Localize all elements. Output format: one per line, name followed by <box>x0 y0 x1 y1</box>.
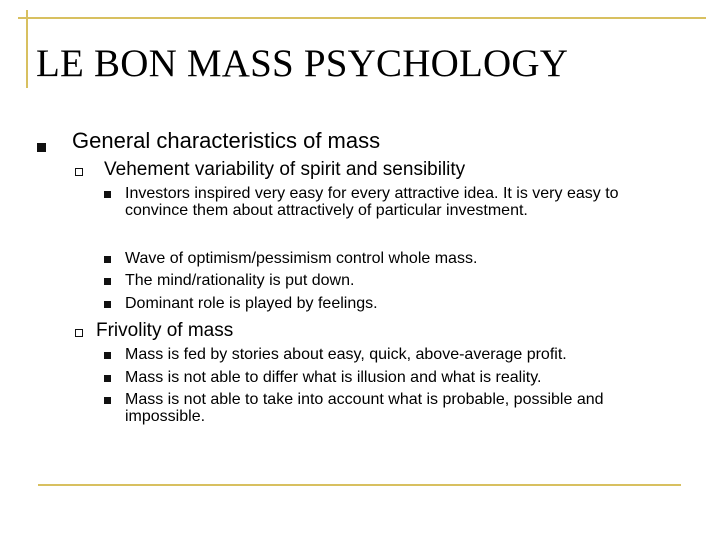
hollow-square-bullet-icon <box>75 329 83 337</box>
bottom-rule <box>38 484 681 486</box>
square-bullet-icon <box>104 278 111 285</box>
square-bullet-icon <box>104 191 111 198</box>
top-vertical-rule <box>26 10 28 88</box>
list-item: Mass is not able to take into account what is probable, possible and impossible. <box>125 391 604 425</box>
list-item: The mind/rationality is put down. <box>125 272 355 289</box>
list-item: Investors inspired very easy for every attractive idea. It is very easy to convince them about attractively of particular investment. <box>125 185 619 219</box>
list-item: Wave of optimism/pessimism control whole mass. <box>125 250 478 267</box>
square-bullet-icon <box>104 375 111 382</box>
top-horizontal-rule <box>18 17 706 19</box>
section-heading: Vehement variability of spirit and sensibility <box>104 159 466 180</box>
square-bullet-icon <box>104 352 111 359</box>
list-item: Mass is not able to differ what is illusion and what is reality. <box>125 369 542 386</box>
slide-title: LE BON MASS PSYCHOLOGY <box>36 42 569 85</box>
hollow-square-bullet-icon <box>75 168 83 176</box>
square-bullet-icon <box>104 256 111 263</box>
square-bullet-icon <box>37 143 46 152</box>
list-item: Dominant role is played by feelings. <box>125 295 378 312</box>
square-bullet-icon <box>104 301 111 308</box>
level1-item: General characteristics of mass <box>72 128 381 153</box>
list-item: Mass is fed by stories about easy, quick, above-average profit. <box>125 346 567 363</box>
square-bullet-icon <box>104 397 111 404</box>
section-heading: Frivolity of mass <box>96 320 234 341</box>
